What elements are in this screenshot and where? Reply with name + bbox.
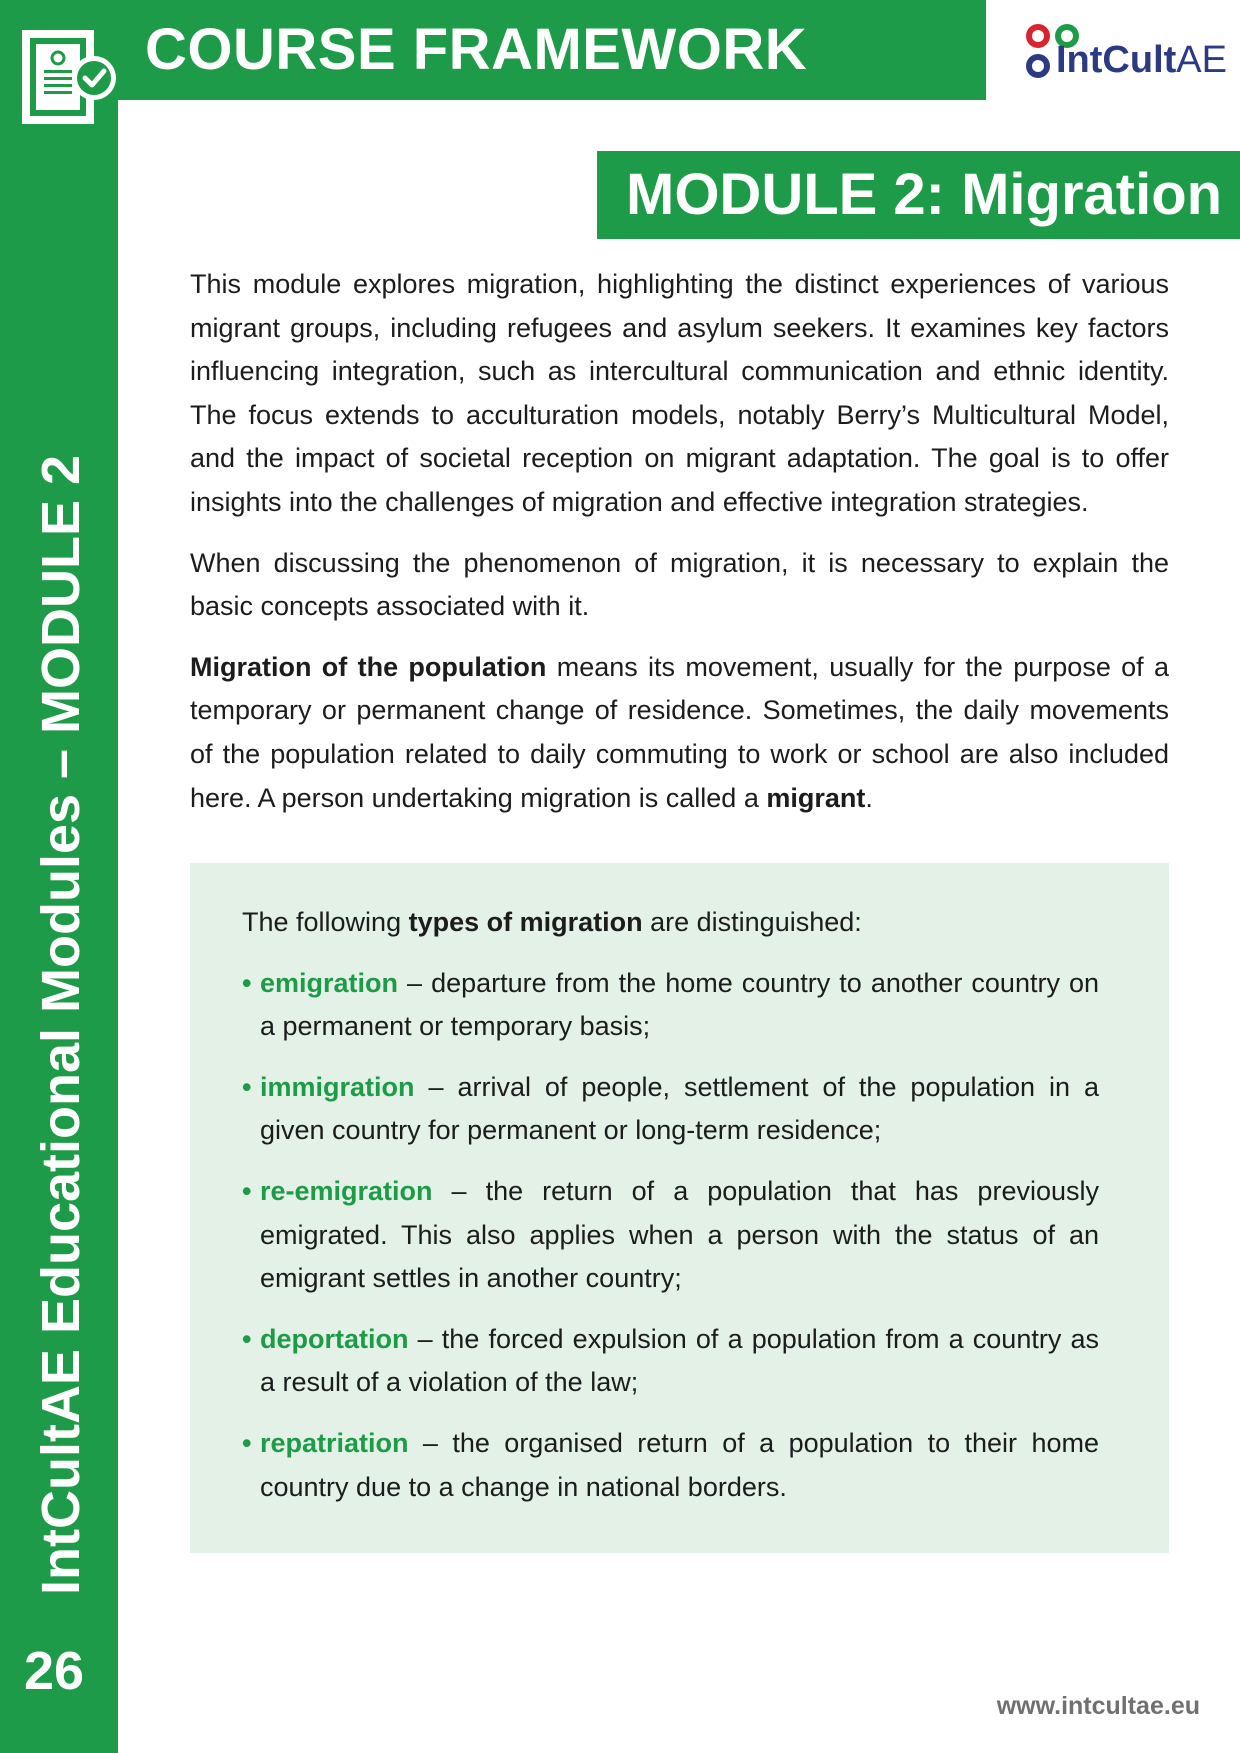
type-description: – the organised return of a population to their home country due to a change in national borders. xyxy=(260,1427,1099,1502)
header-title: COURSE FRAMEWORK xyxy=(145,17,808,82)
definition-term: Migration of the population xyxy=(190,651,547,682)
types-intro-start: The following xyxy=(242,907,409,937)
sidebar-vertical-title: IntCultAE Educational Modules – MODULE 2 xyxy=(31,454,91,1595)
main-content xyxy=(190,263,1169,837)
list-item xyxy=(242,1318,1099,1405)
footer-website-link[interactable]: www.intcultae.eu xyxy=(996,1692,1200,1720)
type-term: re-emigration xyxy=(260,1175,433,1206)
definition-text: means its movement, usually for the purpose of a temporary or permanent change of residence. Sometimes, the daily movements of the population related to daily commuting to work or school are also included here. A person undertaking migration is called a xyxy=(190,651,1169,813)
types-list xyxy=(242,962,1099,1510)
migration-types-box xyxy=(190,863,1169,1553)
document-checkmark-icon xyxy=(18,26,122,130)
page-number: 26 xyxy=(24,1641,85,1701)
types-intro-end: are distinguished: xyxy=(642,907,862,937)
list-item xyxy=(242,1066,1099,1153)
bullet-icon: • xyxy=(242,967,252,998)
definition-end: . xyxy=(865,782,873,813)
types-intro-bold: types of migration xyxy=(408,907,643,937)
type-term: emigration xyxy=(260,967,399,998)
logo-wordmark xyxy=(1056,38,1227,82)
module-title: MODULE 2: Migration xyxy=(626,162,1223,227)
types-intro xyxy=(242,901,1099,945)
type-term: repatriation xyxy=(260,1427,409,1458)
type-description: – the forced expulsion of a population from a country as a result of a violation of the law; xyxy=(260,1323,1099,1398)
type-description: – the return of a population that has previously emigrated. This also applies when a person with the status of an emigrant settles in another country; xyxy=(260,1175,1099,1294)
concepts-paragraph: When discussing the phenomenon of migration, it is necessary to explain the basic concepts associated with it. xyxy=(190,547,1169,622)
type-description: – arrival of people, settlement of the population in a given country for permanent or long-term residence; xyxy=(260,1071,1099,1146)
bullet-icon: • xyxy=(242,1323,252,1354)
bullet-icon: • xyxy=(242,1175,252,1206)
intro-paragraph: This module explores migration, highlighting the distinct experiences of various migrant groups, including refugees and asylum seekers. It examines key factors influencing integration, such as intercultural communication and ethnic identity. The focus extends to acculturation models, notably Berry’s Multicultural Model, and the impact of societal reception on migrant adaptation. The goal is to offer insights into the challenges of migration and effective integration strategies. xyxy=(190,269,1169,517)
bullet-icon: • xyxy=(242,1427,252,1458)
type-term: deportation xyxy=(260,1323,409,1354)
logo-light-text: AE xyxy=(1176,39,1227,81)
list-item xyxy=(242,962,1099,1049)
type-description: – departure from the home country to another country on a permanent or temporary basis; xyxy=(260,967,1099,1042)
definition-paragraph xyxy=(190,646,1169,820)
migrant-term: migrant xyxy=(766,782,866,813)
list-item xyxy=(242,1170,1099,1301)
logo-bold-text: IntCult xyxy=(1056,39,1177,81)
list-item xyxy=(242,1422,1099,1509)
type-term: immigration xyxy=(260,1071,415,1102)
bullet-icon: • xyxy=(242,1071,252,1102)
